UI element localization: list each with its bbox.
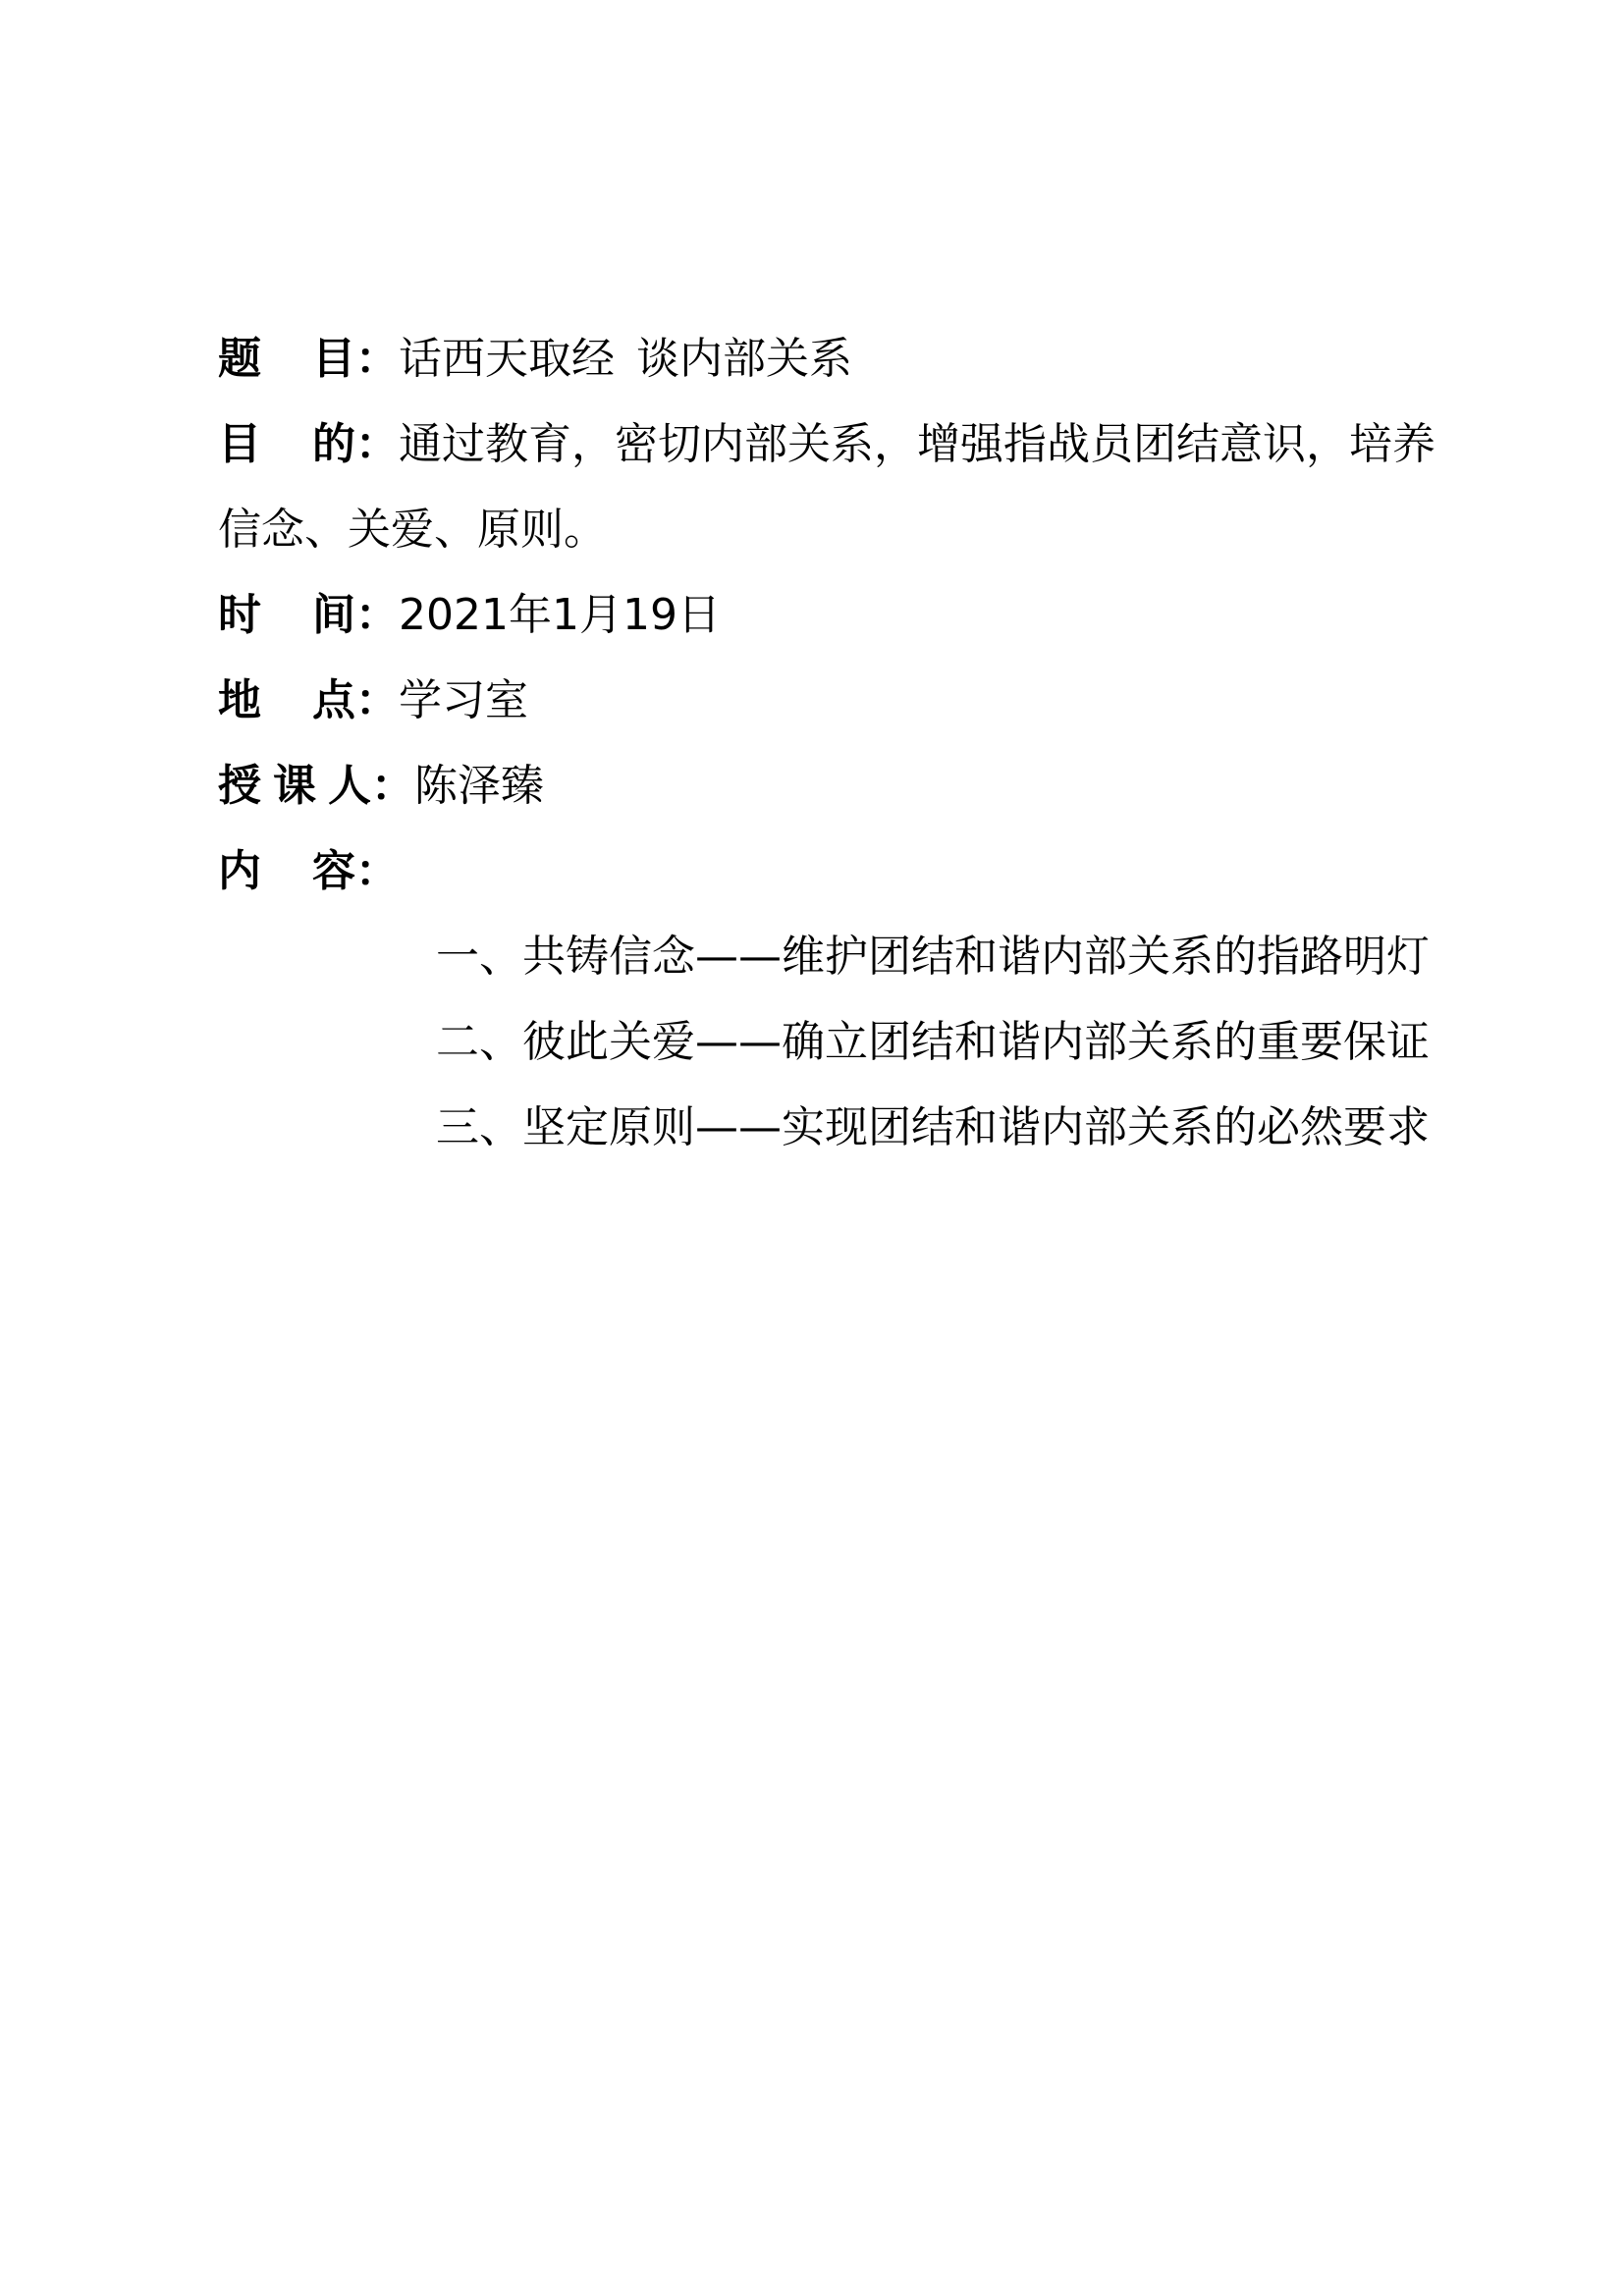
purpose-row <box>218 401 1435 572</box>
purpose-value: 通过教育，密切内部关系，增强指战员团结意识，培养信念、关爱、原则。 <box>218 419 1435 555</box>
purpose-label: 目 的： <box>218 419 399 469</box>
location-label: 地 点： <box>218 675 399 725</box>
lecturer-value: 陈泽臻 <box>414 761 544 811</box>
content-item-3: 三、坚定原则——实现团结和谐内部关系的必然要求 <box>436 1102 1430 1152</box>
time-value: 2021年1月19日 <box>399 590 721 640</box>
lecturer-label: 授 课 人： <box>218 761 414 811</box>
content-item-2: 二、彼此关爱——确立团结和谐内部关系的重要保证 <box>436 1017 1430 1067</box>
time-label: 时 间： <box>218 590 399 640</box>
location-value: 学习室 <box>399 675 528 725</box>
content-label: 内 容： <box>218 846 399 896</box>
content-row <box>218 828 1435 914</box>
topic-value: 话西天取经 谈内部关系 <box>399 334 852 384</box>
content-item-1: 一、共铸信念——维护团结和谐内部关系的指路明灯 <box>436 932 1430 982</box>
topic-label: 题 目： <box>218 334 399 384</box>
lecturer-row <box>218 743 1435 828</box>
lesson-plan <box>218 316 1435 1170</box>
topic-row <box>218 316 1435 401</box>
location-row <box>218 658 1435 743</box>
time-row <box>218 572 1435 658</box>
